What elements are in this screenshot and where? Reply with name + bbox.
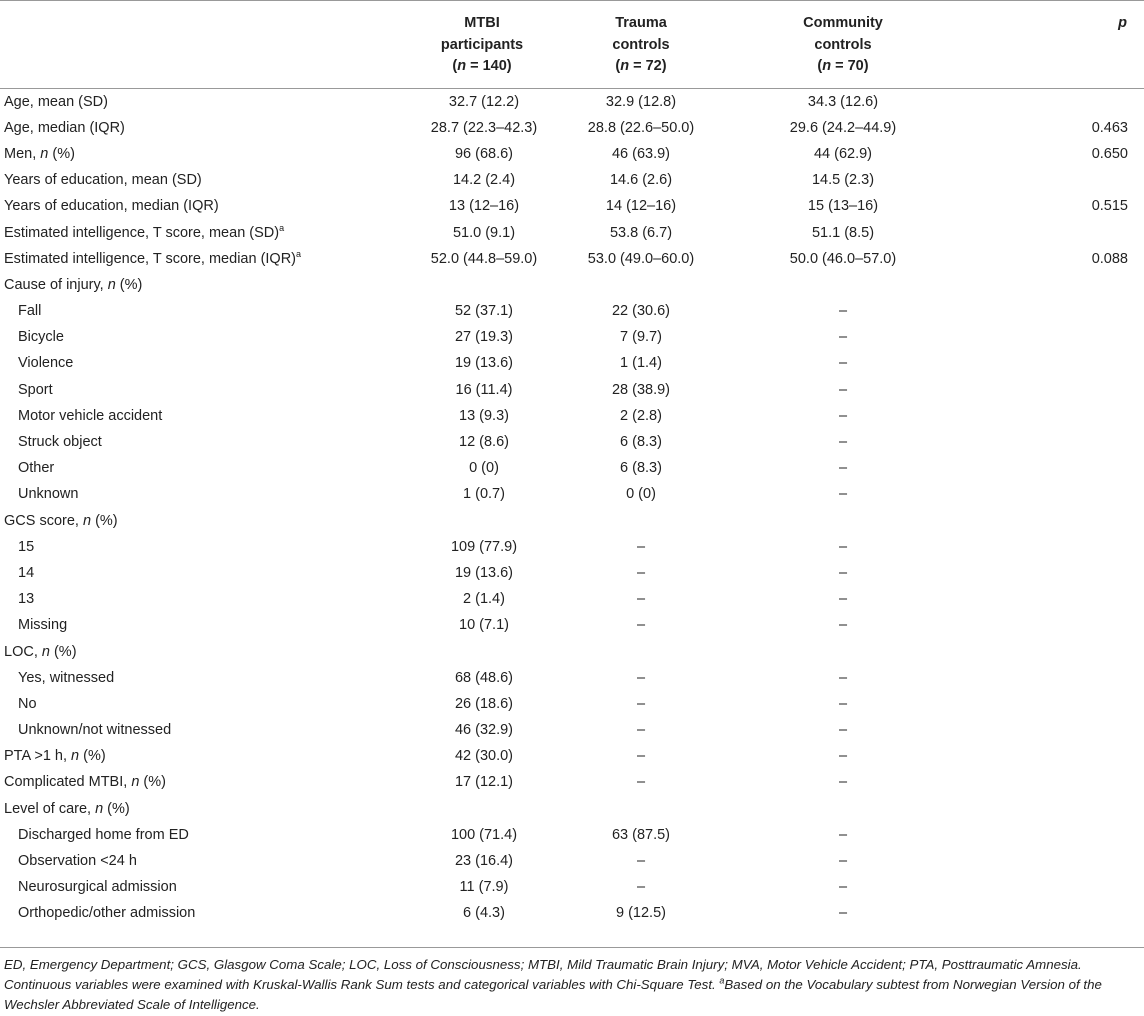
cell-mtbi: 100 (71.4) bbox=[450, 826, 518, 843]
table-row bbox=[0, 246, 1144, 272]
table-row bbox=[0, 638, 1144, 664]
cell-mtbi: 32.7 (12.2) bbox=[448, 93, 520, 110]
cell-trauma: 7 (9.7) bbox=[620, 329, 662, 346]
table-row bbox=[0, 796, 1144, 822]
cell-community: – bbox=[838, 669, 848, 686]
row-label-italic: n bbox=[41, 643, 50, 660]
cell-p-value bbox=[968, 586, 1144, 612]
cell-community: – bbox=[838, 407, 848, 424]
row-label-text: Struck object bbox=[18, 434, 102, 451]
row-label-text: Estimated intelligence, T score, mean (SD) bbox=[4, 224, 280, 241]
cell-p-value bbox=[968, 848, 1144, 874]
row-label-text: 14 bbox=[18, 564, 35, 581]
cell-mtbi: 68 (48.6) bbox=[454, 669, 514, 686]
row-label-italic: n bbox=[82, 512, 92, 529]
table-row bbox=[0, 874, 1144, 900]
cell-community bbox=[718, 638, 968, 664]
row-label-text: 13 bbox=[18, 591, 35, 608]
row-label-superscript: a bbox=[279, 222, 285, 233]
cell-p-value bbox=[968, 89, 1144, 115]
cell-p-value bbox=[968, 167, 1144, 193]
cell-community: – bbox=[838, 434, 848, 451]
cell-mtbi: 14.2 (2.4) bbox=[452, 172, 516, 189]
cell-community: – bbox=[838, 695, 848, 712]
table-row bbox=[0, 429, 1144, 455]
row-label bbox=[0, 508, 400, 534]
cell-trauma: 14 (12–16) bbox=[605, 198, 677, 215]
table-row bbox=[0, 481, 1144, 507]
table-row bbox=[0, 350, 1144, 376]
row-label bbox=[0, 350, 400, 376]
cell-community: – bbox=[838, 905, 848, 922]
row-label bbox=[0, 429, 400, 455]
cell-community: 34.3 (12.6) bbox=[807, 93, 879, 110]
cell-trauma: – bbox=[636, 695, 646, 712]
cell-p-value: 0.463 bbox=[1091, 119, 1128, 136]
cell-trauma: 14.6 (2.6) bbox=[609, 172, 673, 189]
cell-mtbi: 0 (0) bbox=[469, 460, 499, 477]
row-label-italic: n bbox=[40, 145, 49, 162]
cell-p-value bbox=[968, 219, 1144, 245]
cell-mtbi: 42 (30.0) bbox=[454, 748, 514, 765]
row-label-italic: n bbox=[107, 276, 116, 293]
cell-p-value bbox=[968, 796, 1144, 822]
row-label-text: PTA >1 h, bbox=[4, 748, 72, 765]
cell-mtbi: 52.0 (44.8–59.0) bbox=[430, 250, 538, 267]
cell-p-value bbox=[968, 324, 1144, 350]
table-row bbox=[0, 612, 1144, 638]
table-row bbox=[0, 769, 1144, 795]
cell-p-value bbox=[968, 403, 1144, 429]
cell-p-value bbox=[968, 377, 1144, 403]
table-row bbox=[0, 193, 1144, 219]
row-label bbox=[0, 638, 400, 664]
cell-trauma bbox=[564, 638, 718, 664]
table-row bbox=[0, 743, 1144, 769]
cell-trauma: 6 (8.3) bbox=[620, 434, 662, 451]
cell-p-value bbox=[968, 508, 1144, 534]
row-label-suffix: (%) bbox=[91, 512, 118, 529]
row-label bbox=[0, 796, 400, 822]
cell-trauma: – bbox=[636, 591, 646, 608]
cell-community: 51.1 (8.5) bbox=[811, 224, 875, 241]
table-row bbox=[0, 141, 1144, 167]
cell-trauma: 2 (2.8) bbox=[620, 407, 662, 424]
row-label-text: Unknown bbox=[18, 486, 79, 503]
cell-community: – bbox=[838, 538, 848, 555]
row-label-italic: n bbox=[71, 748, 80, 765]
header-trauma: Trauma controls (n = 72) bbox=[564, 1, 718, 89]
cell-mtbi: 19 (13.6) bbox=[454, 564, 514, 581]
row-label bbox=[0, 89, 400, 115]
cell-trauma: – bbox=[636, 617, 646, 634]
cell-community: – bbox=[838, 329, 848, 346]
cell-mtbi bbox=[400, 638, 564, 664]
cell-community bbox=[718, 272, 968, 298]
cell-community: – bbox=[838, 381, 848, 398]
footnote-superscript: a bbox=[719, 975, 725, 986]
cell-mtbi: 23 (16.4) bbox=[454, 853, 514, 870]
header-mtbi: MTBI participants (n = 140) bbox=[400, 1, 564, 89]
row-label bbox=[0, 586, 400, 612]
cell-trauma: – bbox=[636, 879, 646, 896]
row-label-text: Yes, witnessed bbox=[18, 669, 115, 686]
header-mtbi-line1: MTBI bbox=[464, 15, 500, 31]
cell-community: – bbox=[838, 748, 848, 765]
header-variable bbox=[0, 1, 400, 89]
table-row bbox=[0, 900, 1144, 926]
header-community-n-value: = 70 bbox=[831, 58, 864, 74]
table-row bbox=[0, 324, 1144, 350]
row-label bbox=[0, 691, 400, 717]
cell-trauma: 6 (8.3) bbox=[620, 460, 662, 477]
cell-community: 29.6 (24.2–44.9) bbox=[789, 119, 897, 136]
cell-community bbox=[718, 508, 968, 534]
table-row bbox=[0, 167, 1144, 193]
header-community-line2: controls bbox=[814, 36, 872, 53]
table-row bbox=[0, 717, 1144, 743]
cell-p-value: 0.650 bbox=[1091, 145, 1128, 162]
row-label-text: Bicycle bbox=[18, 329, 64, 346]
cell-community: 50.0 (46.0–57.0) bbox=[789, 250, 897, 267]
cell-p-value bbox=[968, 900, 1144, 926]
row-label-text: Fall bbox=[18, 303, 42, 320]
row-label bbox=[0, 900, 400, 926]
footnote-text: ED, Emergency Department; GCS, Glasgow Coma Scale; LOC, Loss of Consciousness; MTBI, Mild Traumatic Brain Injury; MVA, Motor Vehicle Accident; PTA, Posttraumatic Amnesia. Continuous variables were examined with Kruskal-Wallis Rank Sum tests and categorical variables with Chi-Square Test. bbox=[4, 957, 1082, 992]
cell-community: – bbox=[838, 486, 848, 503]
header-p-value: p bbox=[968, 1, 1144, 89]
table-footnote bbox=[4, 955, 1140, 1015]
cell-mtbi: 1 (0.7) bbox=[463, 486, 505, 503]
table-row bbox=[0, 534, 1144, 560]
row-label bbox=[0, 141, 400, 167]
cell-mtbi: 13 (12–16) bbox=[448, 198, 520, 215]
row-label bbox=[0, 665, 400, 691]
table-row bbox=[0, 115, 1144, 141]
row-label-text: Discharged home from ED bbox=[18, 826, 189, 843]
row-label-text: Observation <24 h bbox=[18, 853, 137, 870]
row-label-text: Cause of injury, bbox=[4, 276, 108, 293]
header-trauma-line2: controls bbox=[612, 36, 670, 53]
row-label-suffix: (%) bbox=[49, 643, 77, 660]
row-label bbox=[0, 743, 400, 769]
row-label bbox=[0, 193, 400, 219]
cell-community: – bbox=[838, 617, 848, 634]
header-mtbi-n-value: = 140 bbox=[466, 58, 507, 74]
row-label-text: Years of education, mean (SD) bbox=[4, 172, 202, 189]
cell-mtbi: 26 (18.6) bbox=[454, 695, 514, 712]
header-mtbi-line2: participants bbox=[440, 36, 524, 53]
cell-community: 44 (62.9) bbox=[813, 145, 873, 162]
cell-community: 14.5 (2.3) bbox=[811, 172, 875, 189]
cell-trauma: – bbox=[636, 774, 646, 791]
cell-mtbi bbox=[400, 272, 564, 298]
table-row bbox=[0, 508, 1144, 534]
cell-trauma: 28 (38.9) bbox=[611, 381, 671, 398]
cell-trauma: 63 (87.5) bbox=[611, 826, 671, 843]
row-label-text: No bbox=[18, 695, 37, 712]
row-label bbox=[0, 769, 400, 795]
cell-p-value bbox=[968, 638, 1144, 664]
cell-p-value bbox=[968, 612, 1144, 638]
table-row bbox=[0, 219, 1144, 245]
row-label bbox=[0, 874, 400, 900]
row-label-text: Motor vehicle accident bbox=[18, 407, 163, 424]
cell-trauma: 53.8 (6.7) bbox=[609, 224, 673, 241]
row-label bbox=[0, 481, 400, 507]
cell-mtbi: 46 (32.9) bbox=[454, 722, 514, 739]
cell-trauma: 9 (12.5) bbox=[616, 905, 666, 922]
cell-trauma: – bbox=[636, 538, 646, 555]
cell-mtbi: 52 (37.1) bbox=[454, 303, 514, 320]
cell-trauma: – bbox=[636, 669, 646, 686]
table-row bbox=[0, 89, 1144, 115]
row-label bbox=[0, 822, 400, 848]
row-label-text: Sport bbox=[18, 381, 53, 398]
cell-p-value bbox=[968, 350, 1144, 376]
cell-p-value bbox=[968, 822, 1144, 848]
row-label-italic: n bbox=[131, 774, 140, 791]
table-row bbox=[0, 455, 1144, 481]
row-label-suffix: (%) bbox=[48, 145, 75, 162]
cell-p-value bbox=[968, 272, 1144, 298]
cell-p-value bbox=[968, 743, 1144, 769]
header-community-line1: Community bbox=[803, 15, 883, 31]
cell-mtbi: 96 (68.6) bbox=[454, 145, 514, 162]
cell-community: – bbox=[838, 722, 848, 739]
row-label-italic: n bbox=[95, 800, 104, 817]
row-label bbox=[0, 272, 400, 298]
cell-mtbi: 16 (11.4) bbox=[455, 381, 513, 398]
cell-trauma: 28.8 (22.6–50.0) bbox=[587, 119, 695, 136]
table-row bbox=[0, 848, 1144, 874]
row-label-suffix: (%) bbox=[103, 800, 130, 817]
cell-trauma: 46 (63.9) bbox=[611, 145, 671, 162]
cell-mtbi: 11 (7.9) bbox=[459, 879, 509, 896]
row-label-text: Level of care, bbox=[4, 800, 96, 817]
row-label bbox=[0, 324, 400, 350]
cell-p-value bbox=[968, 481, 1144, 507]
cell-mtbi bbox=[400, 508, 564, 534]
cell-mtbi: 2 (1.4) bbox=[463, 591, 505, 608]
cell-p-value: 0.088 bbox=[1091, 250, 1128, 267]
table-row bbox=[0, 665, 1144, 691]
cell-mtbi: 51.0 (9.1) bbox=[452, 224, 516, 241]
footnote-superscript-text: Based on the Vocabulary subtest from Norwegian Version of the Wechsler Abbreviated Scale of Intelligence. bbox=[4, 977, 1102, 1012]
table-row bbox=[0, 822, 1144, 848]
table-row bbox=[0, 272, 1144, 298]
row-label bbox=[0, 455, 400, 481]
cell-trauma bbox=[564, 508, 718, 534]
row-label-text: Neurosurgical admission bbox=[18, 879, 177, 896]
cell-community: – bbox=[838, 774, 848, 791]
table-header bbox=[0, 1, 1144, 89]
cell-community: – bbox=[838, 564, 848, 581]
row-label-superscript: a bbox=[296, 248, 302, 259]
cell-p-value bbox=[968, 874, 1144, 900]
cell-trauma: – bbox=[636, 564, 646, 581]
cell-community: – bbox=[838, 460, 848, 477]
row-label bbox=[0, 298, 400, 324]
cell-trauma: 1 (1.4) bbox=[620, 355, 662, 372]
cell-community: – bbox=[838, 355, 848, 372]
cell-p-value bbox=[968, 534, 1144, 560]
cell-trauma bbox=[564, 796, 718, 822]
row-label bbox=[0, 403, 400, 429]
table-row bbox=[0, 586, 1144, 612]
row-label bbox=[0, 167, 400, 193]
table-row bbox=[0, 377, 1144, 403]
cell-community: – bbox=[838, 303, 848, 320]
row-label-text: Unknown/not witnessed bbox=[18, 722, 172, 739]
row-label-text: 15 bbox=[18, 538, 35, 555]
cell-community: – bbox=[838, 591, 848, 608]
header-trauma-line1: Trauma bbox=[615, 15, 667, 31]
cell-trauma: 0 (0) bbox=[626, 486, 656, 503]
cell-trauma: 32.9 (12.8) bbox=[605, 93, 677, 110]
cell-community: – bbox=[838, 853, 848, 870]
header-trauma-n-value: = 72 bbox=[629, 58, 662, 74]
row-label-text: LOC, bbox=[4, 643, 42, 660]
table-row bbox=[0, 691, 1144, 717]
table-row bbox=[0, 298, 1144, 324]
cell-p-value bbox=[968, 429, 1144, 455]
cell-trauma: – bbox=[636, 722, 646, 739]
cell-mtbi: 13 (9.3) bbox=[459, 407, 509, 424]
row-label bbox=[0, 115, 400, 141]
footer-divider bbox=[0, 947, 1144, 948]
row-label-text: Years of education, median (IQR) bbox=[4, 198, 219, 215]
row-label-text: Violence bbox=[18, 355, 74, 372]
row-label-text: Men, bbox=[4, 145, 41, 162]
row-label-text: Age, mean (SD) bbox=[4, 93, 108, 110]
cell-trauma: – bbox=[636, 853, 646, 870]
cell-p-value bbox=[968, 691, 1144, 717]
cell-mtbi bbox=[400, 796, 564, 822]
cell-p-value: 0.515 bbox=[1091, 198, 1128, 215]
row-label bbox=[0, 219, 400, 245]
cell-mtbi: 19 (13.6) bbox=[454, 355, 514, 372]
cell-community: – bbox=[838, 826, 848, 843]
row-label bbox=[0, 534, 400, 560]
row-label-suffix: (%) bbox=[139, 774, 166, 791]
header-mtbi-n: n bbox=[457, 58, 467, 74]
cell-mtbi: 28.7 (22.3–42.3) bbox=[430, 119, 538, 136]
row-label-suffix: (%) bbox=[115, 276, 143, 293]
header-trauma-n: n bbox=[620, 58, 630, 74]
row-label-text: GCS score, bbox=[4, 512, 83, 529]
table-body bbox=[0, 89, 1144, 927]
cell-mtbi: 27 (19.3) bbox=[454, 329, 514, 346]
row-label-text: Complicated MTBI, bbox=[4, 774, 132, 791]
cell-mtbi: 10 (7.1) bbox=[459, 617, 509, 634]
row-label-suffix: (%) bbox=[79, 748, 106, 765]
cell-trauma: – bbox=[636, 748, 646, 765]
cell-community bbox=[718, 796, 968, 822]
cell-p-value bbox=[968, 455, 1144, 481]
cell-mtbi: 17 (12.1) bbox=[454, 774, 514, 791]
row-label bbox=[0, 246, 400, 272]
cell-community: 15 (13–16) bbox=[807, 198, 879, 215]
row-label bbox=[0, 848, 400, 874]
cell-trauma bbox=[564, 272, 718, 298]
row-label-text: Orthopedic/other admission bbox=[18, 905, 196, 922]
row-label bbox=[0, 717, 400, 743]
cell-p-value bbox=[968, 717, 1144, 743]
cell-mtbi: 12 (8.6) bbox=[459, 434, 509, 451]
header-community: Community controls (n = 70) bbox=[718, 1, 968, 89]
cell-community: – bbox=[838, 879, 848, 896]
row-label-text: Age, median (IQR) bbox=[4, 119, 125, 136]
header-community-n: n bbox=[822, 58, 832, 74]
cell-p-value bbox=[968, 665, 1144, 691]
cell-p-value bbox=[968, 560, 1144, 586]
row-label bbox=[0, 612, 400, 638]
cell-p-value bbox=[968, 769, 1144, 795]
row-label-text: Estimated intelligence, T score, median (IQR) bbox=[4, 250, 297, 267]
row-label bbox=[0, 560, 400, 586]
table-row bbox=[0, 560, 1144, 586]
cell-trauma: 53.0 (49.0–60.0) bbox=[587, 250, 695, 267]
row-label-text: Missing bbox=[18, 617, 68, 634]
row-label bbox=[0, 377, 400, 403]
cell-trauma: 22 (30.6) bbox=[611, 303, 671, 320]
row-label-text: Other bbox=[18, 460, 55, 477]
table-row bbox=[0, 403, 1144, 429]
cell-mtbi: 6 (4.3) bbox=[463, 905, 505, 922]
cell-p-value bbox=[968, 298, 1144, 324]
cell-mtbi: 109 (77.9) bbox=[450, 538, 518, 555]
